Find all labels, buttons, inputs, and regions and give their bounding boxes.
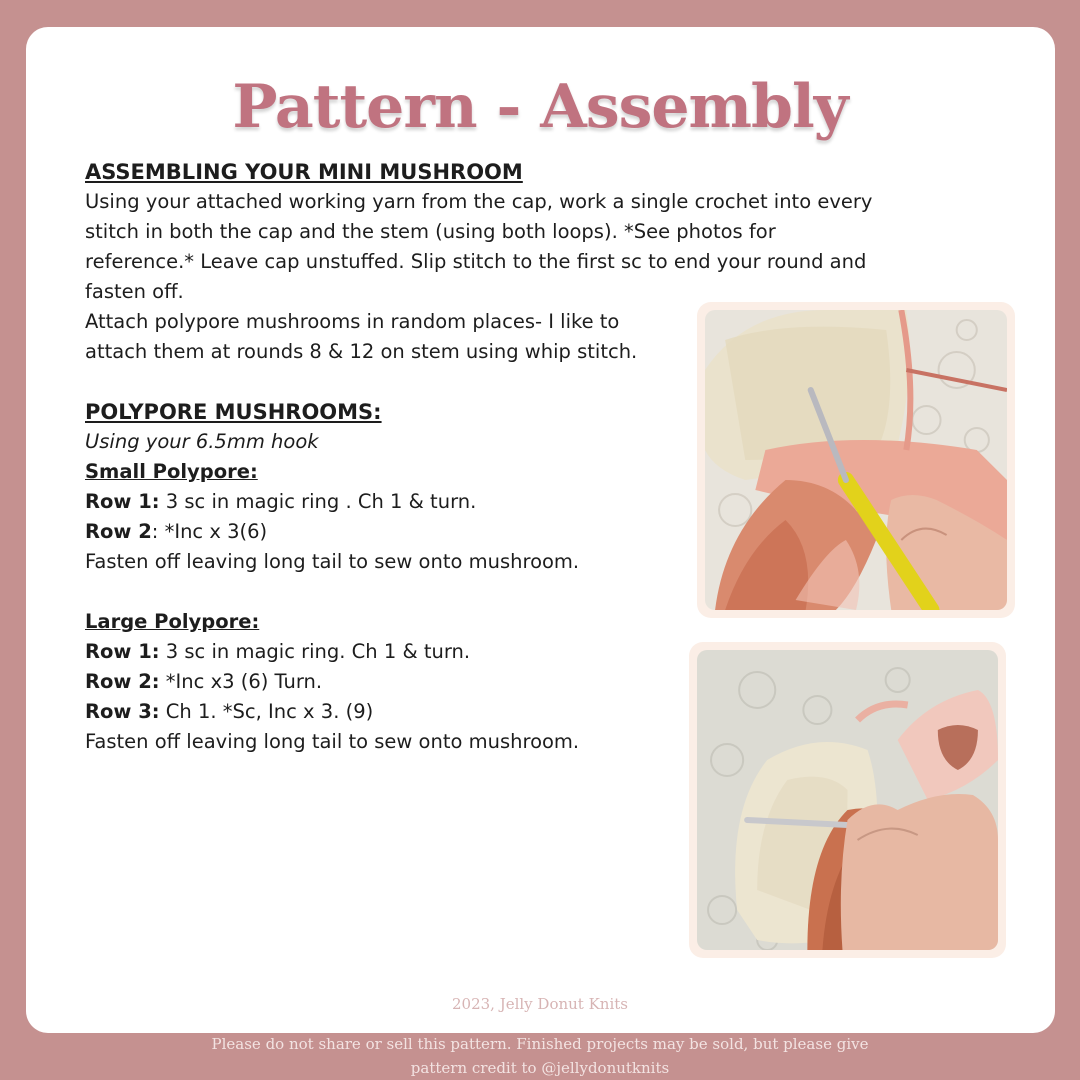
assembly-line-5: Attach polypore mushrooms in random places- I like to bbox=[85, 310, 620, 333]
row-label: Row 2: bbox=[85, 670, 160, 693]
small-finish: Fasten off leaving long tail to sew onto mushroom. bbox=[85, 550, 580, 573]
row-text: 3 sc in magic ring . Ch 1 & turn. bbox=[159, 490, 477, 513]
row-label: Row 2 bbox=[85, 520, 152, 543]
large-finish: Fasten off leaving long tail to sew onto mushroom. bbox=[85, 730, 580, 753]
footer-line-2: pattern credit to @jellydonutknits bbox=[410, 1059, 670, 1077]
row-label: Row 3: bbox=[85, 700, 160, 723]
row-text: *Inc x3 (6) Turn. bbox=[159, 670, 323, 693]
assembly-line-1: Using your attached working yarn from the cap, work a single crochet into every bbox=[85, 190, 873, 213]
assembly-line-3: reference.* Leave cap unstuffed. Slip stitch to the first sc to end your round and bbox=[85, 250, 867, 273]
footer-line-1: Please do not share or sell this pattern. Finished projects may be sold, but please give bbox=[211, 1035, 869, 1053]
crochet-photo-illustration bbox=[705, 310, 1007, 610]
polypore-heading: POLYPORE MUSHROOMS: bbox=[85, 400, 382, 424]
crochet-photo-illustration bbox=[697, 650, 998, 950]
row-text: : *Inc x 3(6) bbox=[151, 520, 268, 543]
row-text: 3 sc in magic ring. Ch 1 & turn. bbox=[159, 640, 471, 663]
assembly-line-4: fasten off. bbox=[85, 280, 184, 303]
page-title: Pattern - Assembly bbox=[232, 72, 848, 142]
assembly-line-2: stitch in both the cap and the stem (using both loops). *See photos for bbox=[85, 220, 776, 243]
row-text: Ch 1. *Sc, Inc x 3. (9) bbox=[159, 700, 374, 723]
assembly-line-6: attach them at rounds 8 & 12 on stem using whip stitch. bbox=[85, 340, 638, 363]
row-label: Row 1: bbox=[85, 490, 160, 513]
small-polypore-heading: Small Polypore: bbox=[85, 460, 258, 483]
large-polypore-heading: Large Polypore: bbox=[85, 610, 260, 633]
assembly-photo-1 bbox=[697, 302, 1015, 618]
footer-notice bbox=[0, 1032, 1080, 1080]
assembly-photo-2 bbox=[689, 642, 1006, 958]
assembly-heading: ASSEMBLING YOUR MINI MUSHROOM bbox=[85, 160, 523, 184]
copyright-credit: 2023, Jelly Donut Knits bbox=[451, 995, 628, 1013]
hook-note: Using your 6.5mm hook bbox=[85, 430, 319, 453]
row-label: Row 1: bbox=[85, 640, 160, 663]
